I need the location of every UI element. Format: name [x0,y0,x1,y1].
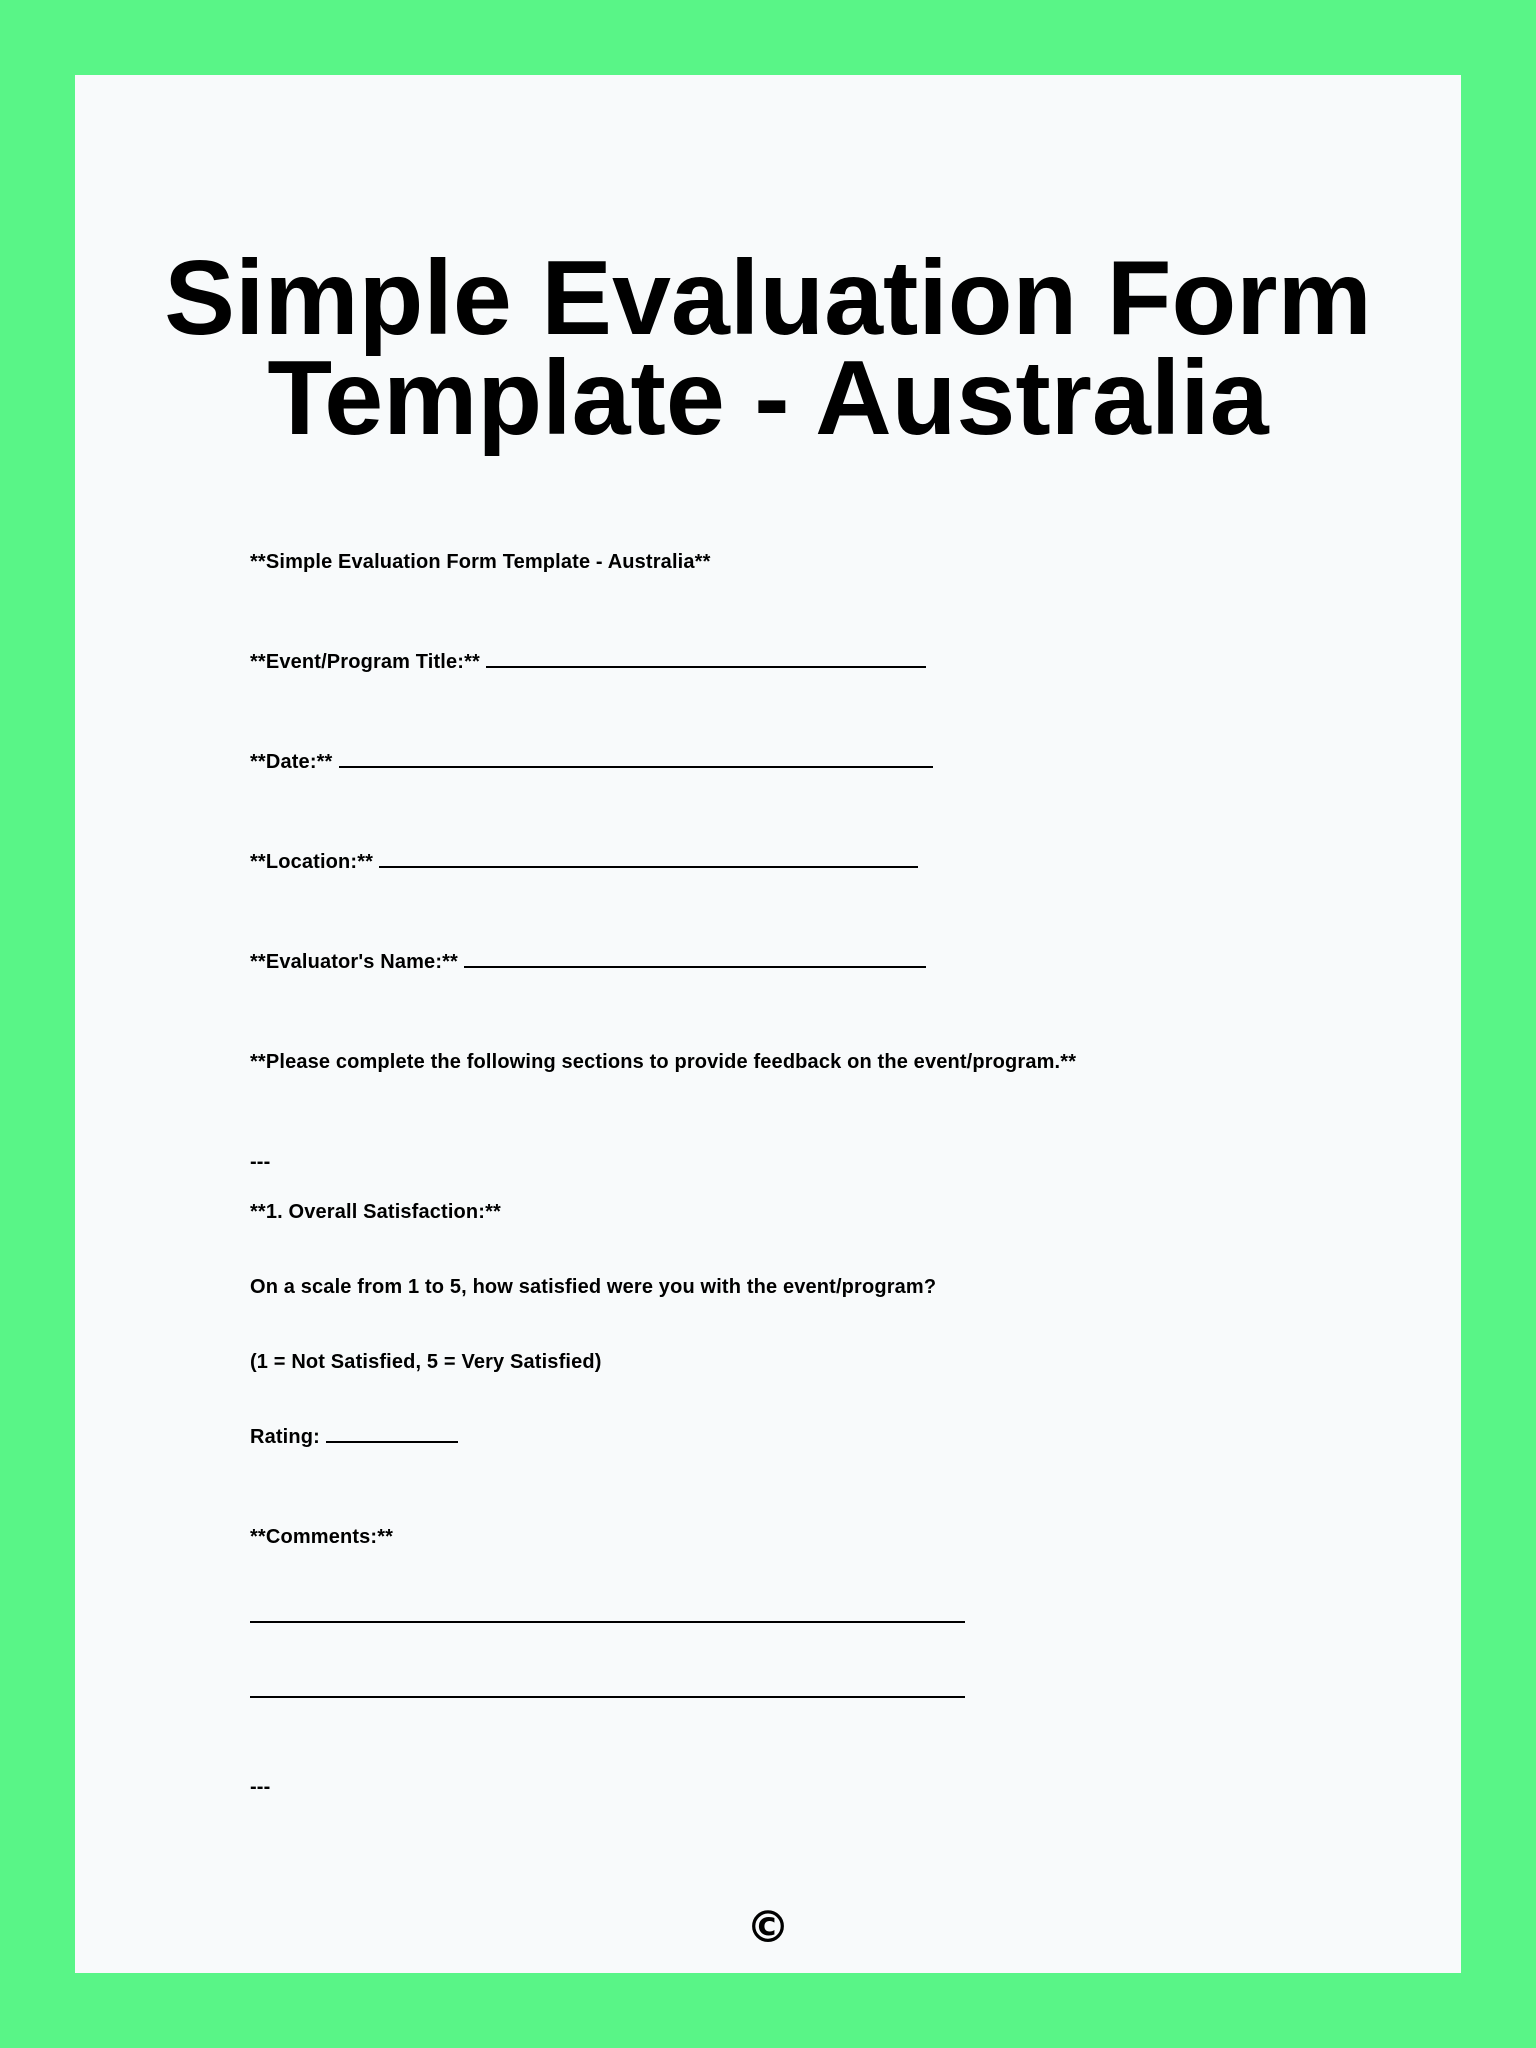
page-title-line-2: Template - Australia [267,339,1269,457]
evaluator-name-blank[interactable] [464,956,926,968]
date-label: **Date:** [250,751,333,773]
date-field [250,750,933,774]
comments-label: **Comments:** [250,1526,394,1548]
rating-field [250,1425,458,1449]
separator-2: --- [250,1776,271,1798]
location-field [250,850,918,874]
rating-blank[interactable] [326,1431,458,1443]
section-1-heading: **1. Overall Satisfaction:** [250,1201,501,1223]
event-title-blank[interactable] [486,656,926,668]
evaluator-name-field [250,950,926,974]
page-title-line-1: Simple Evaluation Form [164,239,1372,357]
section-1-scale-note: (1 = Not Satisfied, 5 = Very Satisfied) [250,1351,602,1373]
event-title-label: **Event/Program Title:** [250,651,480,673]
location-label: **Location:** [250,851,374,873]
form-heading: **Simple Evaluation Form Template - Australia** [250,551,711,573]
event-title-field [250,650,926,674]
comments-line-1[interactable] [250,1621,965,1623]
section-1-question: On a scale from 1 to 5, how satisfied were you with the event/program? [250,1276,937,1298]
evaluator-name-label: **Evaluator's Name:** [250,951,458,973]
rating-label: Rating: [250,1426,320,1448]
instructions-text: **Please complete the following sections to provide feedback on the event/program.** [250,1051,1077,1073]
location-blank[interactable] [379,856,918,868]
copyright-icon: © [746,1902,790,1953]
separator-1: --- [250,1151,271,1173]
date-blank[interactable] [339,756,933,768]
page-title [0,239,1536,457]
comments-line-2[interactable] [250,1696,965,1698]
